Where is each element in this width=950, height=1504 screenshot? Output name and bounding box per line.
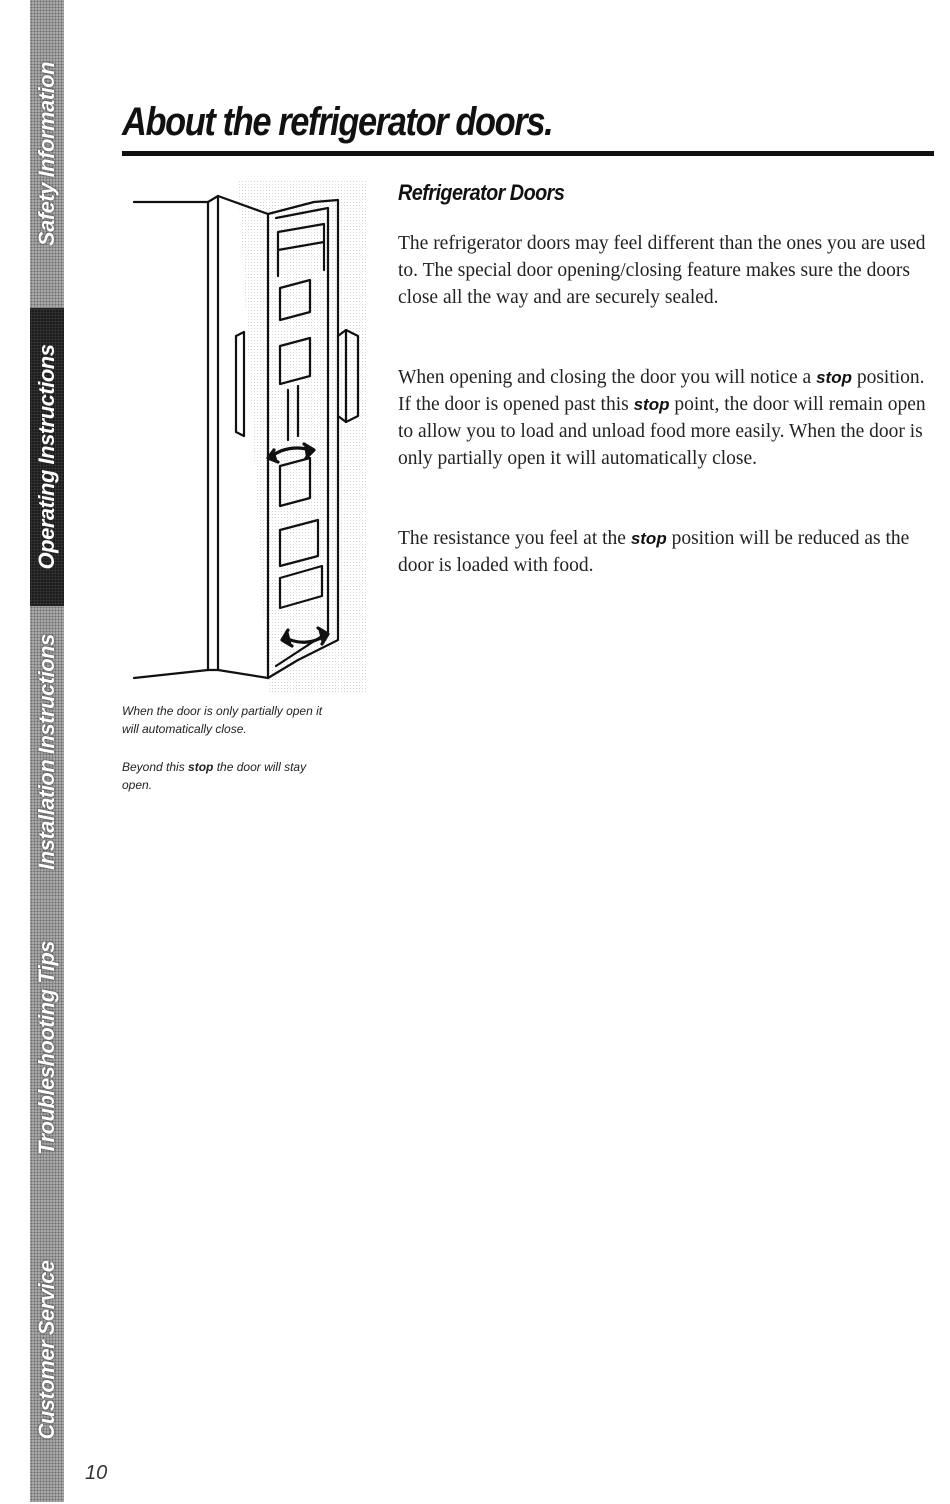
stop-word: stop — [630, 529, 667, 548]
tab-label: Installation Instructions — [34, 634, 59, 870]
page-title: About the refrigerator doors. — [122, 100, 553, 144]
figure-caption-stop — [122, 758, 327, 794]
caption-text: the door will stay open. — [122, 760, 307, 792]
paragraph-stop-position — [398, 364, 938, 472]
refrigerator-door-icon — [118, 180, 370, 692]
tab-troubleshooting-tips[interactable] — [30, 898, 64, 1200]
section-heading: Refrigerator Doors — [398, 180, 565, 205]
tab-label: Troubleshooting Tips — [34, 940, 59, 1156]
figure-caption-auto-close: When the door is only partially open it will automatically close. — [122, 704, 323, 736]
tab-operating-instructions[interactable] — [30, 308, 64, 608]
paragraph-door-feel: The refrigerator doors may feel different than the ones you are used to. The special door opening/closing feature makes sure the doors close all the way and are securely sealed. — [398, 233, 926, 308]
paragraph-text: The resistance you feel at the — [398, 528, 631, 549]
tab-label: Operating Instructions — [34, 344, 59, 570]
stop-word: stop — [633, 395, 670, 414]
side-tabs — [30, 0, 64, 1502]
paragraph-text: When opening and closing the door you will notice a — [398, 367, 817, 388]
paragraph-resistance — [398, 525, 938, 579]
tab-label: Safety Information — [34, 61, 59, 247]
stop-word: stop — [816, 368, 852, 387]
tab-label: Customer Service — [34, 1260, 59, 1440]
title-rule — [122, 151, 934, 156]
paragraph-text: point, the door will remain open to allow you to load and unload food more easily. When the door is only partially open it will automatically close. — [398, 394, 926, 469]
caption-stop-word: stop — [188, 760, 214, 774]
page-number: 10 — [85, 1462, 108, 1484]
paragraph-text: position. If the door is opened past this — [398, 367, 925, 415]
caption-text: Beyond this — [122, 760, 189, 774]
paragraph-text: position will be reduced as the door is loaded with food. — [398, 528, 910, 576]
tab-safety-information[interactable] — [30, 0, 64, 310]
tab-installation-instructions[interactable] — [30, 606, 64, 900]
tab-customer-service[interactable] — [30, 1198, 64, 1504]
